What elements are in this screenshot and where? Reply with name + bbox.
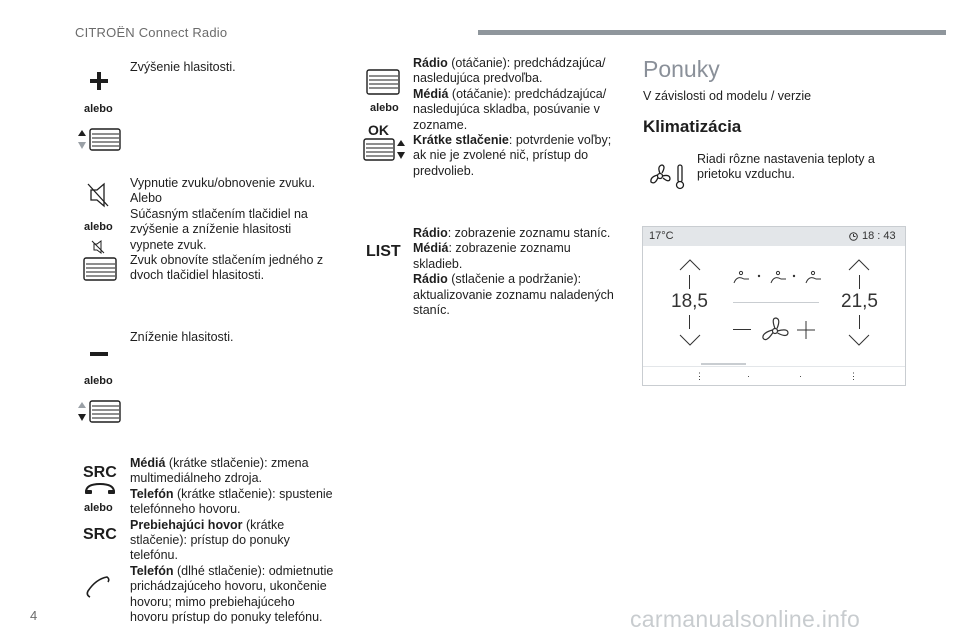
or-label: alebo: [84, 221, 113, 233]
right-temp-tick: [859, 275, 860, 289]
header-rule: [478, 30, 946, 35]
left-temp-down-icon[interactable]: [679, 334, 701, 346]
or-label: alebo: [370, 102, 399, 114]
ok-knob-icon: [363, 138, 407, 162]
left-temp-tick: [689, 315, 690, 329]
screen-footer-divider: [643, 366, 905, 367]
volume-down-button-icon: [78, 400, 122, 424]
phone-handset-icon: [84, 481, 116, 495]
page-number: 4: [30, 608, 38, 623]
mute-icon: [86, 182, 110, 208]
right-temp-up-icon[interactable]: [848, 259, 870, 271]
ok-label: OK: [368, 122, 389, 138]
right-temp-tick: [859, 315, 860, 329]
right-temp-down-icon[interactable]: [848, 334, 870, 346]
footer-dots-right[interactable]: ⋮: [849, 371, 858, 381]
left-temp-tick: [689, 275, 690, 289]
volume-up-button-icon: [78, 128, 122, 152]
section-title: Ponuky: [643, 56, 720, 82]
mute-small-icon: [91, 240, 105, 254]
left-temp-up-icon[interactable]: [679, 259, 701, 271]
fan-icon: [761, 317, 789, 345]
fan-minus-icon[interactable]: [733, 329, 751, 330]
or-label: alebo: [84, 103, 113, 115]
outside-temp: 17°C: [649, 230, 674, 242]
src-label: SRC: [83, 464, 117, 481]
rotary-text: Rádio (otáčanie): predchádzajúca/ nasledujúca predvoľba. Médiá (otáčanie): predchádzajúca/ nasledujúca skladba, posúvanie v zozname. Krátke stlačenie: potvrdenie voľby; ak nie je zvolené nič, prístup do predvolieb.: [413, 56, 612, 178]
climate-text: Riadi rôzne nastavenia teploty a prietoku vzduchu.: [697, 152, 875, 182]
src-label: SRC: [83, 526, 117, 543]
running-header: CITROËN Connect Radio: [75, 25, 228, 40]
left-temp: 18,5: [671, 291, 708, 312]
footer-dot[interactable]: ·: [799, 371, 802, 381]
screen-scroll-indicator: [701, 363, 746, 365]
volume-up-text: Zvýšenie hlasitosti.: [130, 60, 236, 74]
list-label: LIST: [366, 243, 401, 260]
right-temp: 21,5: [841, 291, 878, 312]
section-subtitle: V závislosti od modelu / verzie: [643, 89, 812, 103]
air-distribution-icons[interactable]: [731, 265, 821, 285]
climate-icon: [650, 162, 686, 190]
or-label: alebo: [84, 502, 113, 514]
fan-plus-icon[interactable]: [797, 321, 815, 339]
src-text: Médiá (krátke stlačenie): zmena multimediálneho zdroja. Telefón (krátke stlačenie): spustenie telefónneho hovoru. Prebiehajúci hovor (krátke stlačenie): prístup do ponuky telefónu. Telefón (dlhé stlačenie): odmietnutie prichádzajúceho hovoru, ukončenie hovoru; mimo prebiehajúceho hovoru prístup do ponuky telefónu.: [130, 456, 334, 625]
footer-dot[interactable]: ·: [747, 371, 750, 381]
list-text: Rádio: zobrazenie zoznamu staníc. Médiá: zobrazenie zoznamu skladieb. Rádio (stlačenie a podržanie): aktualizovanie zoznamu naladených staníc.: [413, 226, 614, 318]
clock-icon: [849, 232, 858, 241]
or-label: alebo: [84, 375, 113, 387]
volume-button-icon: [82, 256, 118, 282]
screen-divider: [733, 302, 819, 303]
watermark: carmanualsonline.info: [630, 606, 861, 632]
subsection-heading: Klimatizácia: [643, 117, 742, 136]
minus-icon: [90, 352, 108, 356]
volume-down-text: Zníženie hlasitosti.: [130, 330, 234, 344]
footer-dots-left[interactable]: ⋮: [695, 371, 704, 381]
phone-icon: [85, 574, 111, 600]
mute-text: Vypnutie zvuku/obnovenie zvuku. Alebo Súčasným stlačením tlačidiel na zvýšenie a zníženie hlasitosti vypnete zvuk. Zvuk obnovíte stlačením jedného z dvoch tlačidiel hlasitosti.: [130, 176, 324, 283]
clock-time: 18 : 43: [862, 230, 896, 242]
climate-screen: [642, 226, 906, 386]
rotary-knob-icon: [365, 68, 401, 96]
plus-icon: [90, 72, 108, 90]
